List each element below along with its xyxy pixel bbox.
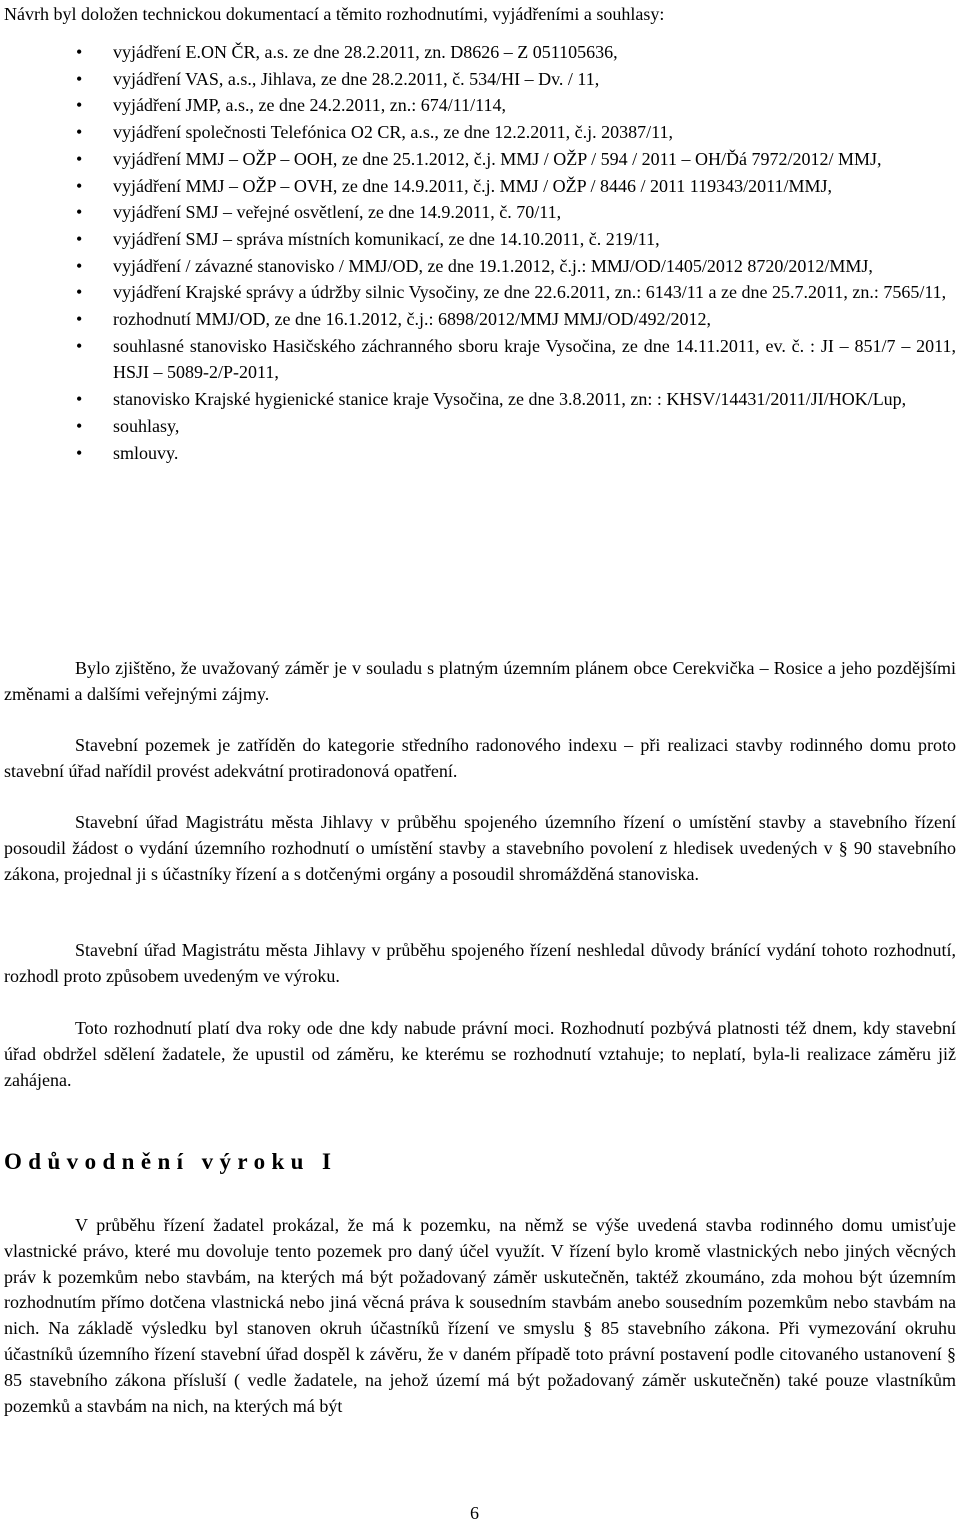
intro-text: Návrh byl doložen technickou dokumentací a těmito rozhodnutími, vyjádřeními a souhlasy: [4, 4, 665, 24]
list-item: • vyjádření E.ON ČR, a.s. ze dne 28.2.2011, zn. D8626 – Z 051105636, [76, 39, 956, 66]
list-item: • vyjádření MMJ – OŽP – OVH, ze dne 14.9.2011, č.j. MMJ / OŽP / 8446 / 2011 119343/2011/MMJ, [76, 173, 956, 200]
paragraph-zoning-plan: Bylo zjištěno, že uvažovaný záměr je v souladu s platným územním plánem obce Cerekvička – Rosice a jeho pozdějšími změnami a dalšími veřejnými zájmy. [4, 658, 956, 704]
list-item: • souhlasné stanovisko Hasičského záchranného sboru kraje Vysočina, ze dne 14.11.2011, ev. č. : JI – 851/7 – 2011, HSJI – 5089-2/P-2011, [76, 333, 956, 386]
page-number: 6 [470, 1503, 479, 1523]
list-item: • rozhodnutí MMJ/OD, ze dne 16.1.2012, č.j.: 6898/2012/MMJ MMJ/OD/492/2012, [76, 306, 956, 333]
list-item: • vyjádření SMJ – správa místních komunikací, ze dne 14.10.2011, č. 219/11, [76, 226, 956, 253]
paragraph-justification: V průběhu řízení žadatel prokázal, že má k pozemku, na němž se výše uvedená stavba rodinného domu umisťuje vlastnické právo, které mu dovoluje tento pozemek pro daný účel využít. V řízení bylo kromě vlastnických nebo jiných věcných práv k pozemkům nebo stavbám, na kterých má být požadovaný záměr uskutečněn, taktéž zkoumáno, zda mohou být územním rozhodnutím přímo dotčena vlastnická nebo jiná věcná práva k sousedním stavbám anebo sousedním pozemkům nebo stavbám na nich. Na základě výsledku byl stanoven okruh účastníků řízení ve smyslu § 85 stavebního zákona. Při vymezování okruhu účastníků územního řízení stavební úřad dospěl k závěru, že v daném případě toto právní postavení podle citovaného ustanovení § 85 stavebního zákona přísluší ( vedle žadatele, na jehož území má být požadovaný záměr uskutečněn) také pouze vlastníkům pozemků a stavbám na nich, na kterých má být [4, 1215, 956, 1416]
paragraph-no-obstacles: Stavební úřad Magistrátu města Jihlavy v průběhu spojeného řízení neshledal důvody bránící vydání tohoto rozhodnutí, rozhodl proto způsobem uvedeným ve výroku. [4, 940, 956, 986]
list-item: • vyjádření MMJ – OŽP – OOH, ze dne 25.1.2012, č.j. MMJ / OŽP / 594 / 2011 – OH/Ďá 7972/2012/ MMJ, [76, 146, 956, 173]
list-item: • vyjádření JMP, a.s., ze dne 24.2.2011, zn.: 674/11/114, [76, 92, 956, 119]
list-item: • vyjádření Krajské správy a údržby silnic Vysočiny, ze dne 22.6.2011, zn.: 6143/11 a ze dne 25.7.2011, zn.: 7565/11, [76, 279, 956, 306]
documents-list [76, 39, 956, 466]
list-item: • smlouvy. [76, 440, 956, 467]
list-item: • stanovisko Krajské hygienické stanice kraje Vysočina, ze dne 3.8.2011, zn: : KHSV/14431/2011/JI/HOK/Lup, [76, 386, 956, 413]
list-item: • souhlasy, [76, 413, 956, 440]
list-item: • vyjádření SMJ – veřejné osvětlení, ze dne 14.9.2011, č. 70/11, [76, 199, 956, 226]
section-heading: Odůvodnění výroku I [4, 1149, 338, 1174]
list-item: • vyjádření společnosti Telefónica O2 CR, a.s., ze dne 12.2.2011, č.j. 20387/11, [76, 119, 956, 146]
paragraph-review: Stavební úřad Magistrátu města Jihlavy v průběhu spojeného územního řízení o umístění stavby a stavebního řízení posoudil žádost o vydání územního rozhodnutí o umístění stavby a stavebního povolení z hledisek uvedených v § 90 stavebního zákona, projednal ji s účastníky řízení a s dotčenými orgány a posoudil shromážděná stanoviska. [4, 812, 956, 884]
paragraph-radon-index: Stavební pozemek je zatříděn do kategorie středního radonového indexu – při realizaci stavby rodinného domu proto stavební úřad nařídil provést adekvátní protiradonová opatření. [4, 735, 956, 781]
list-item: • vyjádření VAS, a.s., Jihlava, ze dne 28.2.2011, č. 534/HI – Dv. / 11, [76, 66, 956, 93]
paragraph-validity: Toto rozhodnutí platí dva roky ode dne kdy nabude právní moci. Rozhodnutí pozbývá platnosti též dnem, kdy stavební úřad obdržel sdělení žadatele, že upustil od záměru, ke kterému se rozhodnutí vztahuje; to neplatí, byla-li realizace záměru již zahájena. [4, 1018, 956, 1090]
list-item: • vyjádření / závazné stanovisko / MMJ/OD, ze dne 19.1.2012, č.j.: MMJ/OD/1405/2012 8720/2012/MMJ, [76, 253, 956, 280]
